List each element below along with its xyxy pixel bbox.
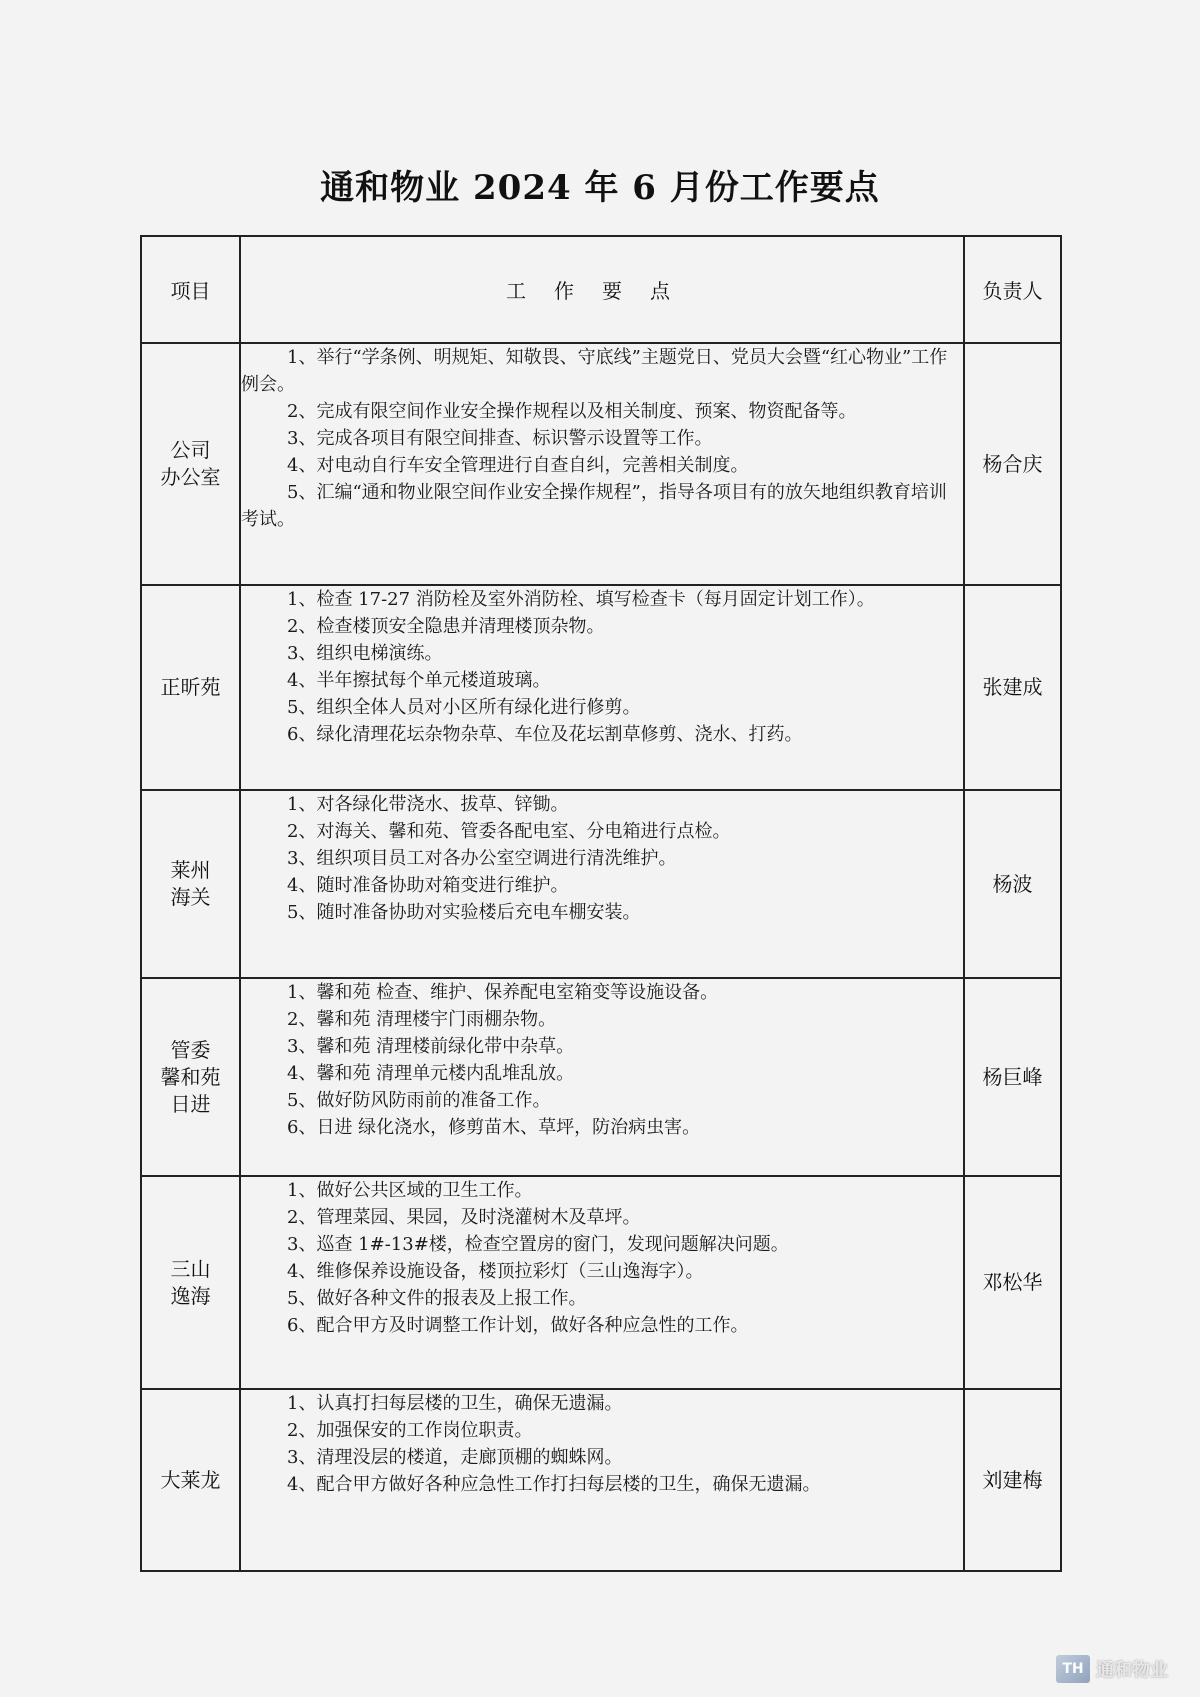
work-points-cell <box>240 343 964 585</box>
work-points-cell <box>240 585 964 790</box>
work-item: 5、随时准备协助对实验楼后充电车棚安装。 <box>287 902 641 923</box>
work-item: 4、随时准备协助对箱变进行维护。 <box>287 875 569 896</box>
project-name-line: 逸海 <box>170 1283 211 1308</box>
work-item: 1、馨和苑 检查、维护、保养配电室箱变等设施设备。 <box>287 982 719 1003</box>
responsible-person-cell: 张建成 <box>964 585 1061 790</box>
work-item: 5、组织全体人员对小区所有绿化进行修剪。 <box>287 697 641 718</box>
work-points-cell <box>240 790 964 978</box>
project-name-line: 莱州 <box>170 858 211 882</box>
work-item: 2、加强保安的工作岗位职责。 <box>287 1420 533 1441</box>
document-title: 通和物业 2024 年 6 月份工作要点 <box>320 168 880 208</box>
work-item: 6、绿化清理花坛杂物杂草、车位及花坛割草修剪、浇水、打药。 <box>287 724 803 745</box>
company-logo-icon: TH <box>1056 1655 1090 1683</box>
header-responsible: 负责人 <box>964 236 1061 343</box>
work-item: 4、配合甲方做好各种应急性工作打扫每层楼的卫生，确保无遗漏。 <box>287 1474 821 1495</box>
responsible-person-cell: 邓松华 <box>964 1176 1061 1389</box>
work-points-cell <box>240 1389 964 1571</box>
table-row <box>141 1389 1061 1571</box>
work-item: 3、清理没层的楼道，走廊顶棚的蜘蛛网。 <box>287 1447 623 1468</box>
work-item: 2、馨和苑 清理楼宇门雨棚杂物。 <box>287 1009 557 1030</box>
work-item: 3、组织电梯演练。 <box>287 643 443 664</box>
project-cell <box>141 978 240 1176</box>
table-row <box>141 343 1061 585</box>
work-item: 5、做好防风防雨前的准备工作。 <box>287 1090 551 1111</box>
responsible-person-cell: 杨巨峰 <box>964 978 1061 1176</box>
work-item: 1、对各绿化带浇水、拔草、锌锄。 <box>287 794 569 815</box>
watermark <box>1056 1655 1168 1683</box>
project-name-line: 海关 <box>170 885 211 909</box>
project-cell <box>141 790 240 978</box>
project-cell <box>141 1176 240 1389</box>
project-cell <box>141 585 240 790</box>
header-project: 项目 <box>141 236 240 343</box>
work-item: 2、对海关、馨和苑、管委各配电室、分电箱进行点检。 <box>287 821 731 842</box>
header-work-points: 工作要点 <box>240 236 964 343</box>
work-item: 5、做好各种文件的报表及上报工作。 <box>287 1288 587 1309</box>
work-item: 3、完成各项目有限空间排查、标识警示设置等工作。 <box>287 428 713 449</box>
table-row <box>141 790 1061 978</box>
project-name-line: 管委 <box>170 1037 211 1062</box>
work-points-cell <box>240 978 964 1176</box>
table-row <box>141 1176 1061 1389</box>
project-name-line: 馨和苑 <box>160 1064 221 1089</box>
work-plan-table <box>140 235 1062 1572</box>
table-header-row <box>141 236 1061 343</box>
project-name-line: 公司 <box>170 438 211 462</box>
work-item: 4、馨和苑 清理单元楼内乱堆乱放。 <box>287 1063 575 1084</box>
work-item: 2、检查楼顶安全隐患并清理楼顶杂物。 <box>287 616 605 637</box>
project-name-line: 三山 <box>170 1256 211 1281</box>
responsible-person-cell: 杨波 <box>964 790 1061 978</box>
table-row <box>141 978 1061 1176</box>
work-item: 6、配合甲方及时调整工作计划，做好各种应急性的工作。 <box>287 1315 749 1336</box>
project-cell <box>141 1389 240 1571</box>
table-row <box>141 585 1061 790</box>
watermark-text: 通和物业 <box>1096 1660 1168 1681</box>
work-item: 3、巡查 1#-13#楼，检查空置房的窗门，发现问题解决问题。 <box>287 1234 789 1255</box>
work-item: 1、举行“学条例、明规矩、知敬畏、守底线”主题党日、党员大会暨“红心物业”工作例会。 <box>241 347 948 395</box>
project-name-line: 正昕苑 <box>160 675 221 699</box>
project-name-line: 日进 <box>170 1091 211 1116</box>
project-name-line: 办公室 <box>160 465 221 489</box>
work-points-cell <box>240 1176 964 1389</box>
work-item: 4、半年擦拭每个单元楼道玻璃。 <box>287 670 551 691</box>
work-item: 3、馨和苑 清理楼前绿化带中杂草。 <box>287 1036 575 1057</box>
work-item: 5、汇编“通和物业限空间作业安全操作规程”，指导各项目有的放矢地组织教育培训考试。 <box>241 482 947 530</box>
work-item: 1、检查 17-27 消防栓及室外消防栓、填写检查卡（每月固定计划工作）。 <box>287 589 875 610</box>
work-item: 6、日进 绿化浇水，修剪苗木、草坪，防治病虫害。 <box>287 1117 701 1138</box>
work-item: 1、认真打扫每层楼的卫生，确保无遗漏。 <box>287 1393 623 1414</box>
work-item: 3、组织项目员工对各办公室空调进行清洗维护。 <box>287 848 677 869</box>
project-name-line: 大莱龙 <box>160 1467 221 1492</box>
responsible-person-cell: 杨合庆 <box>964 343 1061 585</box>
work-item: 2、完成有限空间作业安全操作规程以及相关制度、预案、物资配备等。 <box>287 401 857 422</box>
project-cell <box>141 343 240 585</box>
responsible-person-cell: 刘建梅 <box>964 1389 1061 1571</box>
work-item: 4、维修保养设施设备，楼顶拉彩灯（三山逸海字）。 <box>287 1261 704 1282</box>
work-item: 2、管理菜园、果园，及时浇灌树木及草坪。 <box>287 1207 641 1228</box>
work-item: 1、做好公共区域的卫生工作。 <box>287 1180 533 1201</box>
work-item: 4、对电动自行车安全管理进行自查自纠，完善相关制度。 <box>287 455 749 476</box>
